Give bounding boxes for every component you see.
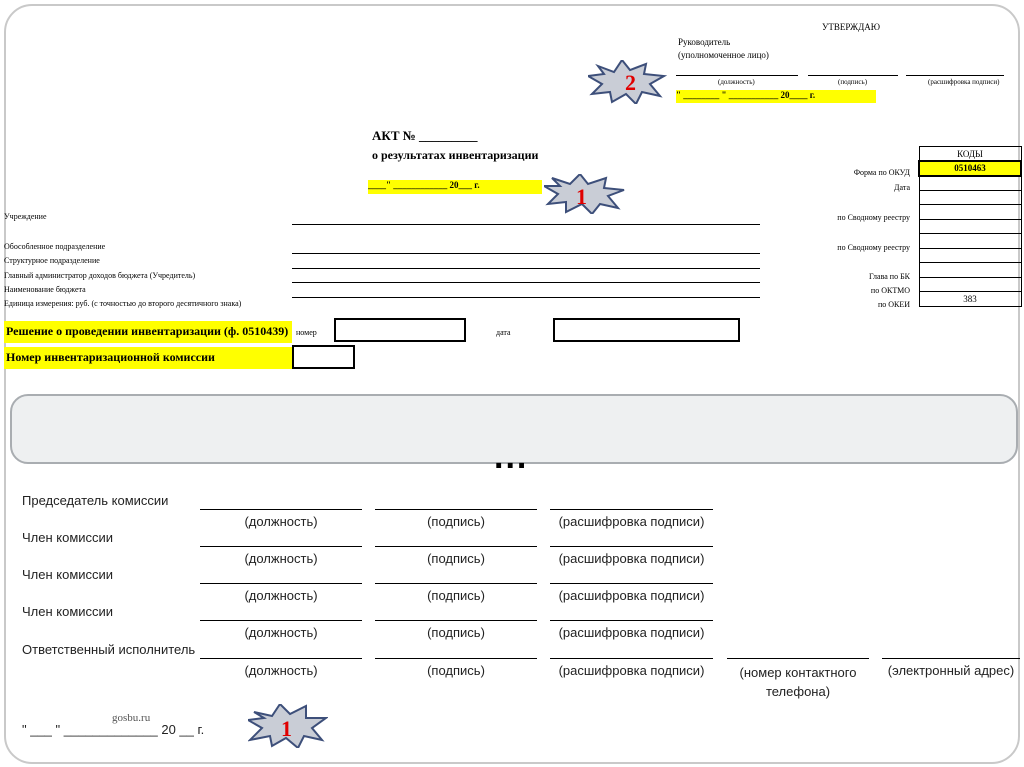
role-member-3: Член комиссии: [22, 604, 114, 619]
code-label-oktmo: по ОКТМО: [870, 286, 910, 295]
act-subtitle: о результатах инвентаризации: [372, 148, 539, 162]
cap-signature: (подпись): [427, 625, 485, 640]
cap-signature: (подпись): [838, 78, 868, 86]
decision-number-label: номер: [296, 328, 317, 337]
sig-signature-line: [375, 620, 537, 621]
cap-phone: (номер контактного телефона): [739, 665, 857, 699]
ellipsis: ...: [494, 438, 529, 476]
badge-top-number: 2: [625, 70, 636, 95]
role-executor: Ответственный исполнитель: [22, 642, 196, 657]
okei-code: 383: [919, 292, 1021, 307]
footer-date: " ___ " _____________ 20 __ г.: [22, 722, 205, 737]
cap-signature: (подпись): [427, 588, 485, 603]
star-badge-icon: [588, 60, 668, 104]
code-cell: [919, 277, 1021, 292]
decision-label: Решение о проведении инвентаризации (ф. 0510439): [4, 321, 292, 343]
watermark: gosbu.ru: [112, 712, 151, 724]
approval-date: " ________ " ___________ 20____ г.: [676, 90, 876, 103]
sig-position-line: [200, 620, 362, 621]
code-cell: [919, 263, 1021, 278]
code-label-registry2: по Сводному реестру: [837, 243, 910, 252]
cap-position: (должность): [718, 78, 755, 86]
code-cell: [919, 234, 1021, 249]
star-badge-icon: [248, 704, 328, 748]
structural-unit-line: [292, 268, 760, 269]
cap-decoding: (расшифровка подписи): [928, 78, 1000, 86]
chief-admin-label: Главный администратор доходов бюджета (Учредитель): [4, 271, 196, 280]
cap-position: (должность): [244, 514, 318, 529]
cap-decoding: (расшифровка подписи): [558, 551, 705, 566]
decision-date-label: дата: [496, 328, 511, 337]
sig-decoding-line: [550, 546, 713, 547]
chief-admin-line: [292, 282, 760, 283]
cap-email: (электронный адрес): [887, 663, 1015, 678]
code-label-okei: по ОКЕИ: [877, 300, 910, 309]
cap-decoding: (расшифровка подписи): [558, 663, 705, 678]
code-label-date: Дата: [894, 183, 910, 192]
code-cell: [919, 176, 1021, 191]
sig-signature-line: [375, 509, 537, 510]
okud-code: 0510463: [919, 161, 1021, 176]
institution-label: Учреждение: [4, 212, 47, 221]
code-cell: [919, 219, 1021, 234]
separate-unit-line: [292, 253, 760, 254]
sig-decoding-line: [550, 509, 713, 510]
phone-line: [727, 658, 869, 659]
sig-signature-line: [375, 658, 537, 659]
act-title: АКТ № _________: [372, 128, 478, 143]
role-member-2: Член комиссии: [22, 567, 114, 582]
badge-middle-number: 1: [576, 184, 587, 209]
cap-position: (должность): [244, 663, 318, 678]
sig-position-line: [200, 509, 362, 510]
cap-position: (должность): [244, 588, 318, 603]
sig-position-line: [200, 583, 362, 584]
cap-signature: (подпись): [427, 663, 485, 678]
sig-decoding-line: [550, 583, 713, 584]
sig-signature-line: [375, 546, 537, 547]
cap-signature: (подпись): [427, 551, 485, 566]
code-label-bk: Глава по БК: [869, 272, 910, 281]
badge-bottom-number: 1: [281, 716, 292, 741]
code-label-registry: по Сводному реестру: [837, 213, 910, 222]
star-badge-icon: [544, 174, 626, 214]
separate-unit-label: Обособленное подразделение: [4, 242, 106, 251]
role-member-1: Член комиссии: [22, 530, 114, 545]
institution-line: [292, 224, 760, 225]
codes-header: КОДЫ: [919, 147, 1021, 162]
decision-number-field[interactable]: [334, 318, 466, 342]
sig-signature-line: [375, 583, 537, 584]
cap-position: (должность): [244, 551, 318, 566]
code-cell: [919, 205, 1021, 220]
cap-signature: (подпись): [427, 514, 485, 529]
head-line2: (уполномоченное лицо): [678, 50, 769, 60]
head-line1: Руководитель: [678, 37, 731, 47]
decision-date-field[interactable]: [553, 318, 740, 342]
budget-name-label: Наименование бюджета: [4, 285, 86, 294]
commission-label: Номер инвентаризационной комиссии: [4, 347, 292, 369]
sig-decoding-line: [550, 658, 713, 659]
sig-position-line: [200, 546, 362, 547]
approve-label: УТВЕРЖДАЮ: [822, 22, 881, 32]
commission-number-field[interactable]: [292, 345, 355, 369]
role-chairman: Председатель комиссии: [22, 493, 169, 508]
code-cell: [919, 190, 1021, 205]
codes-table: [918, 146, 1022, 307]
sig-decoding-line: [550, 620, 713, 621]
cap-position: (должность): [244, 625, 318, 640]
structural-unit-label: Структурное подразделение: [4, 256, 100, 265]
cap-decoding: (расшифровка подписи): [558, 625, 705, 640]
cap-decoding: (расшифровка подписи): [558, 588, 705, 603]
budget-name-line: [292, 297, 760, 298]
signature-line: [808, 75, 898, 76]
position-line: [676, 75, 798, 76]
unit-label: Единица измерения: руб. (с точностью до второго десятичного знака): [4, 299, 242, 308]
code-label-okud: Форма по ОКУД: [853, 168, 910, 177]
email-line: [882, 658, 1020, 659]
cap-decoding: (расшифровка подписи): [558, 514, 705, 529]
decoding-line: [906, 75, 1004, 76]
act-date: ____" ____________ 20___ г.: [368, 180, 542, 194]
sig-position-line: [200, 658, 362, 659]
code-cell: [919, 248, 1021, 263]
